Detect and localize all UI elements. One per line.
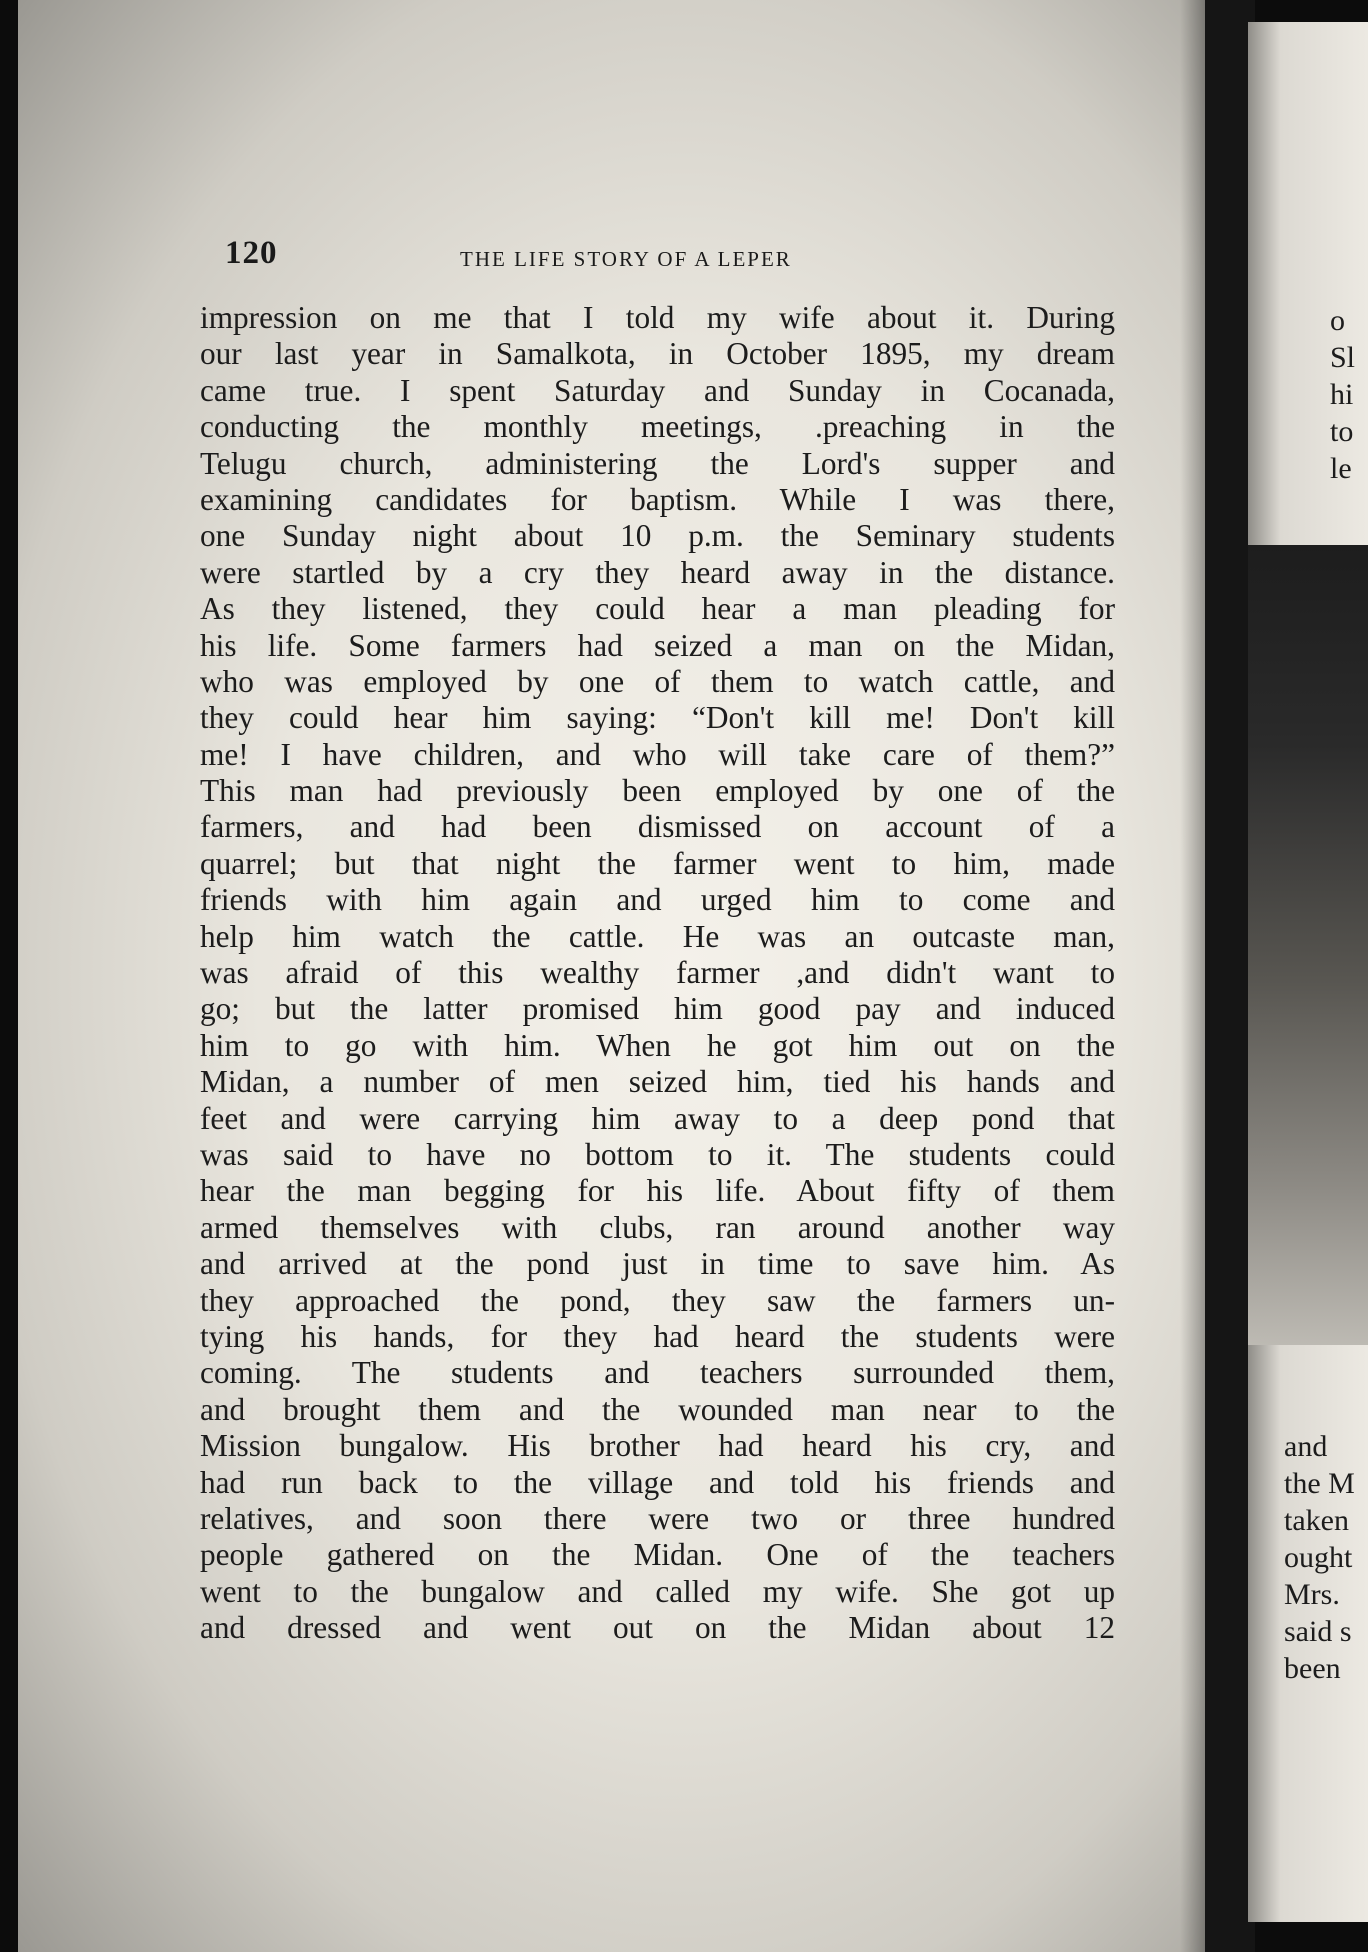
right-text-fragment: to [1330,415,1354,448]
text-line: Mission bungalow. His brother had heard his cry, and [200,1428,1115,1464]
text-line: feet and were carrying him away to a deep pond that [200,1100,1115,1136]
text-line: went to the bungalow and called my wife. She got up [200,1573,1115,1609]
text-line: and arrived at the pond just in time to save him. As [200,1246,1115,1282]
right-text-fragment: hi [1330,378,1354,411]
text-line: impression on me that I told my wife about it. During [200,300,1115,335]
right-text-fragment: o [1330,304,1345,337]
text-line: conducting the monthly meetings, .preaching in the [200,409,1115,445]
text-line: friends with him again and urged him to come and [200,882,1115,918]
running-title: THE LIFE STORY OF A LEPER [460,247,792,271]
text-line: relatives, and soon there were two or three hundred [200,1500,1115,1536]
text-line: examining candidates for baptism. While I was there, [200,481,1115,517]
text-line: Midan, a number of men seized him, tied his hands and [200,1064,1115,1100]
text-line: quarrel; but that night the farmer went to him, made [200,845,1115,881]
text-line: they approached the pond, they saw the farmers un- [200,1282,1115,1318]
text-line: his life. Some farmers had seized a man on the Midan, [200,627,1115,663]
text-line: hear the man begging for his life. About fifty of them [200,1173,1115,1209]
text-line: were startled by a cry they heard away in the distance. [200,554,1115,590]
text-line: had run back to the village and told his friends and [200,1464,1115,1500]
text-line: farmers, and had been dismissed on account of a [200,809,1115,845]
text-line: help him watch the cattle. He was an outcaste man, [200,918,1115,954]
right-text-fragment: said s [1284,1615,1352,1648]
right-text-fragment: the M [1284,1467,1355,1500]
text-line: one Sunday night about 10 p.m. the Seminary students [200,518,1115,554]
right-text-fragment: Sl [1330,341,1356,374]
right-text-fragment: ought [1284,1541,1353,1574]
text-line: coming. The students and teachers surrounded them, [200,1355,1115,1391]
text-line: Telugu church, administering the Lord's supper and [200,445,1115,481]
text-line: and brought them and the wounded man near to the [200,1391,1115,1427]
right-text-fragment: le [1330,452,1352,485]
text-line: was afraid of this wealthy farmer ,and didn't want to [200,955,1115,991]
text-line: and dressed and went out on the Midan about 12 [200,1610,1115,1646]
body-text [200,300,1115,1646]
right-text-fragment: Mrs. [1284,1578,1340,1611]
text-line: came true. I spent Saturday and Sunday in Cocanada, [200,372,1115,408]
text-line: me! I have children, and who will take care of them?” [200,736,1115,772]
right-page-text-top [1330,302,1368,487]
text-line: was said to have no bottom to it. The students could [200,1136,1115,1172]
text-line: him to go with him. When he got him out on the [200,1027,1115,1063]
right-page-photograph [1248,545,1368,1345]
text-line: they could hear him saying: “Don't kill me! Don't kill [200,700,1115,736]
right-text-fragment: taken [1284,1504,1349,1537]
right-text-fragment: been [1284,1652,1341,1685]
text-line: As they listened, they could hear a man pleading for [200,591,1115,627]
text-line: our last year in Samalkota, in October 1895, my dream [200,336,1115,372]
right-text-fragment: and [1284,1430,1328,1463]
text-line: This man had previously been employed by one of the [200,773,1115,809]
text-line: tying his hands, for they had heard the students were [200,1318,1115,1354]
text-line: go; but the latter promised him good pay and induced [200,991,1115,1027]
text-line: armed themselves with clubs, ran around another way [200,1209,1115,1245]
text-line: people gathered on the Midan. One of the teachers [200,1537,1115,1573]
right-page-text-bottom [1284,1428,1368,1687]
text-line: who was employed by one of them to watch cattle, and [200,663,1115,699]
page-number: 120 [225,235,278,271]
running-head [225,235,1105,275]
